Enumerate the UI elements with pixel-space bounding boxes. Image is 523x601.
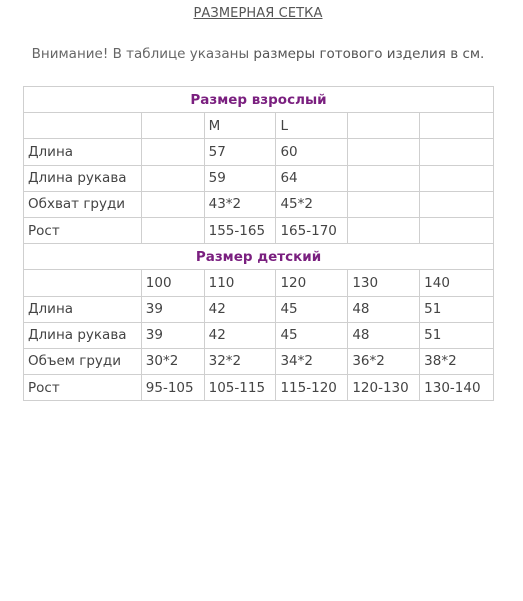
notice-part-1: Внимание! В таблице указаны xyxy=(31,46,254,62)
table-cell: 38*2 xyxy=(420,348,494,374)
table-cell xyxy=(24,270,142,296)
table-cell: 59 xyxy=(204,165,276,191)
table-cell: 105-115 xyxy=(204,375,276,401)
adult-section-row xyxy=(24,87,494,113)
table-cell: 42 xyxy=(204,296,276,322)
table-cell xyxy=(348,191,420,217)
table-cell: 95-105 xyxy=(141,375,204,401)
table-cell: 155-165 xyxy=(204,217,276,243)
table-row xyxy=(24,165,494,191)
table-cell xyxy=(348,165,420,191)
notice-text xyxy=(0,46,516,62)
table-cell xyxy=(141,113,204,139)
table-row xyxy=(24,375,494,401)
table-cell: 165-170 xyxy=(276,217,348,243)
size-label-cell: 140 xyxy=(420,270,494,296)
table-row xyxy=(24,296,494,322)
table-cell xyxy=(348,113,420,139)
table-cell: 115-120 xyxy=(276,375,348,401)
table-cell: 64 xyxy=(276,165,348,191)
table-cell xyxy=(141,139,204,165)
table-cell xyxy=(420,113,494,139)
table-cell: 48 xyxy=(348,322,420,348)
table-cell: 36*2 xyxy=(348,348,420,374)
table-cell: 42 xyxy=(204,322,276,348)
size-label-cell: L xyxy=(276,113,348,139)
table-cell xyxy=(420,191,494,217)
adult-header-row xyxy=(24,113,494,139)
size-label-cell: 110 xyxy=(204,270,276,296)
table-cell: 130-140 xyxy=(420,375,494,401)
table-cell xyxy=(348,139,420,165)
table-row xyxy=(24,348,494,374)
size-table xyxy=(23,86,494,401)
table-cell: 30*2 xyxy=(141,348,204,374)
table-cell xyxy=(141,165,204,191)
row-label-cell: Длина xyxy=(24,296,142,322)
size-label-cell: 130 xyxy=(348,270,420,296)
row-label-cell: Обхват груди xyxy=(24,191,142,217)
adult-section-heading: Размер взрослый xyxy=(24,87,494,113)
table-cell xyxy=(141,217,204,243)
table-cell: 45 xyxy=(276,322,348,348)
table-cell xyxy=(420,165,494,191)
row-label-cell: Рост xyxy=(24,217,142,243)
kids-section-row xyxy=(24,244,494,270)
table-cell xyxy=(24,113,142,139)
table-cell xyxy=(420,217,494,243)
table-cell: 32*2 xyxy=(204,348,276,374)
table-cell: 45*2 xyxy=(276,191,348,217)
kids-section-heading: Размер детский xyxy=(24,244,494,270)
kids-header-row xyxy=(24,270,494,296)
table-cell: 48 xyxy=(348,296,420,322)
table-cell: 120-130 xyxy=(348,375,420,401)
table-cell: 57 xyxy=(204,139,276,165)
table-cell: 39 xyxy=(141,296,204,322)
table-cell: 51 xyxy=(420,322,494,348)
table-row xyxy=(24,191,494,217)
row-label-cell: Объем груди xyxy=(24,348,142,374)
size-label-cell: 120 xyxy=(276,270,348,296)
row-label-cell: Длина рукава xyxy=(24,165,142,191)
table-cell: 51 xyxy=(420,296,494,322)
notice-part-2: размеры готового изделия в см. xyxy=(253,46,485,62)
page-title: РАЗМЕРНАЯ СЕТКА xyxy=(193,6,323,21)
table-cell xyxy=(348,217,420,243)
table-cell: 34*2 xyxy=(276,348,348,374)
table-cell: 43*2 xyxy=(204,191,276,217)
table-cell xyxy=(420,139,494,165)
table-cell: 45 xyxy=(276,296,348,322)
table-row xyxy=(24,322,494,348)
row-label-cell: Рост xyxy=(24,375,142,401)
table-cell xyxy=(141,191,204,217)
table-row xyxy=(24,139,494,165)
size-label-cell: M xyxy=(204,113,276,139)
size-label-cell: 100 xyxy=(141,270,204,296)
row-label-cell: Длина xyxy=(24,139,142,165)
table-row xyxy=(24,217,494,243)
table-cell: 60 xyxy=(276,139,348,165)
row-label-cell: Длина рукава xyxy=(24,322,142,348)
table-cell: 39 xyxy=(141,322,204,348)
